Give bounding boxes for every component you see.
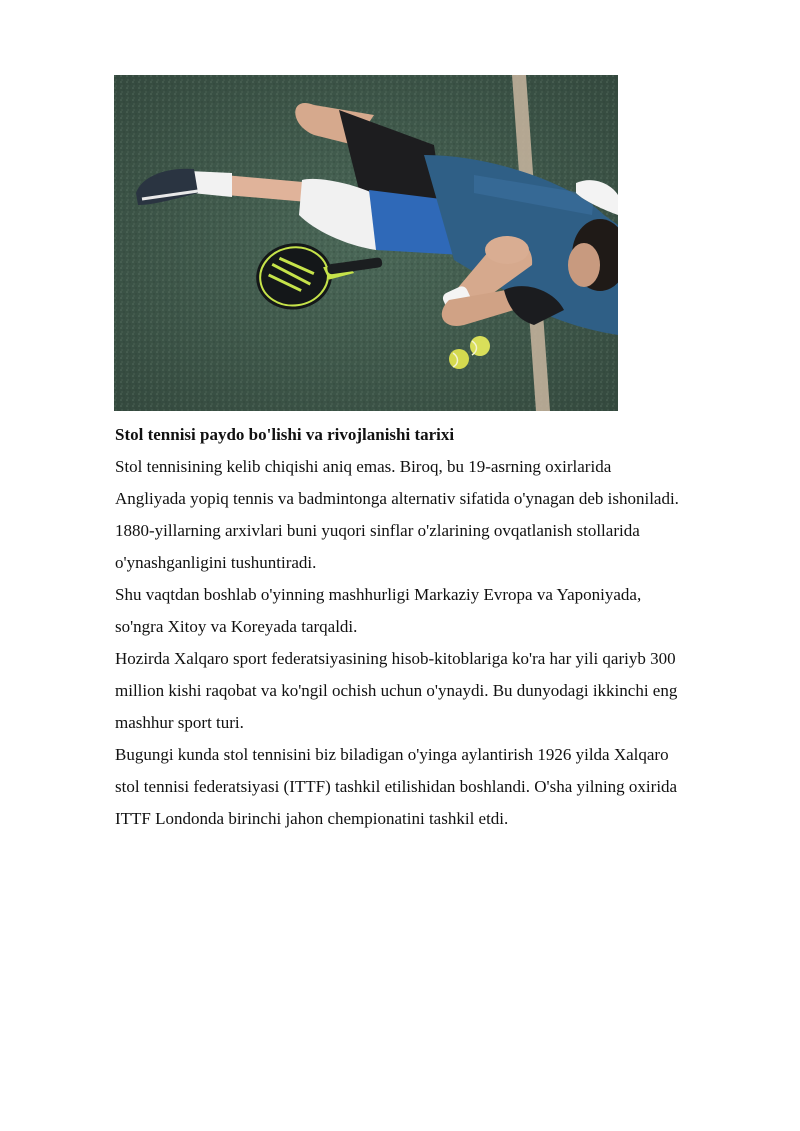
paragraph-3 (115, 643, 755, 739)
text-line: Shu vaqtdan boshlab o'yinning mashhurligi Markaziy Evropa va Yaponiyada, (115, 585, 642, 604)
text-line: Angliyada yopiq tennis va badmintonga alternativ sifatida o'ynagan deb ishoniladi. (115, 489, 679, 508)
article (115, 419, 755, 835)
paragraph-1 (115, 451, 755, 579)
text-line: stol tennisi federatsiyasi (ITTF) tashkil etilishidan boshlandi. O'sha yilning oxirida (115, 777, 678, 796)
text-line: o'ynashganligini tushuntiradi. (115, 553, 317, 572)
article-heading: Stol tennisi paydo bo'lishi va rivojlanishi tarixi (115, 425, 455, 444)
text-line: 1880-yillarning arxivlari buni yuqori sinflar o'zlarining ovqatlanish stollarida (115, 521, 640, 540)
text-line: mashhur sport turi. (115, 713, 244, 732)
text-line: Hozirda Xalqaro sport federatsiyasining hisob-kitoblariga ko'ra har yili qariyb 300 (115, 649, 676, 668)
text-line: million kishi raqobat va ko'ngil ochish uchun o'ynaydi. Bu dunyodagi ikkinchi eng (115, 681, 678, 700)
tennis-player-photo (114, 75, 618, 411)
text-line: Bugungi kunda stol tennisini biz biladigan o'yinga aylantirish 1926 yilda Xalqaro (115, 745, 669, 764)
paragraph-2 (115, 579, 755, 643)
text-line: ITTF Londonda birinchi jahon chempionatini tashkil etdi. (115, 809, 509, 828)
text-line: Stol tennisining kelib chiqishi aniq emas. Biroq, bu 19-asrning oxirlarida (115, 457, 612, 476)
text-line: so'ngra Xitoy va Koreyada tarqaldi. (115, 617, 358, 636)
paragraph-4 (115, 739, 755, 835)
